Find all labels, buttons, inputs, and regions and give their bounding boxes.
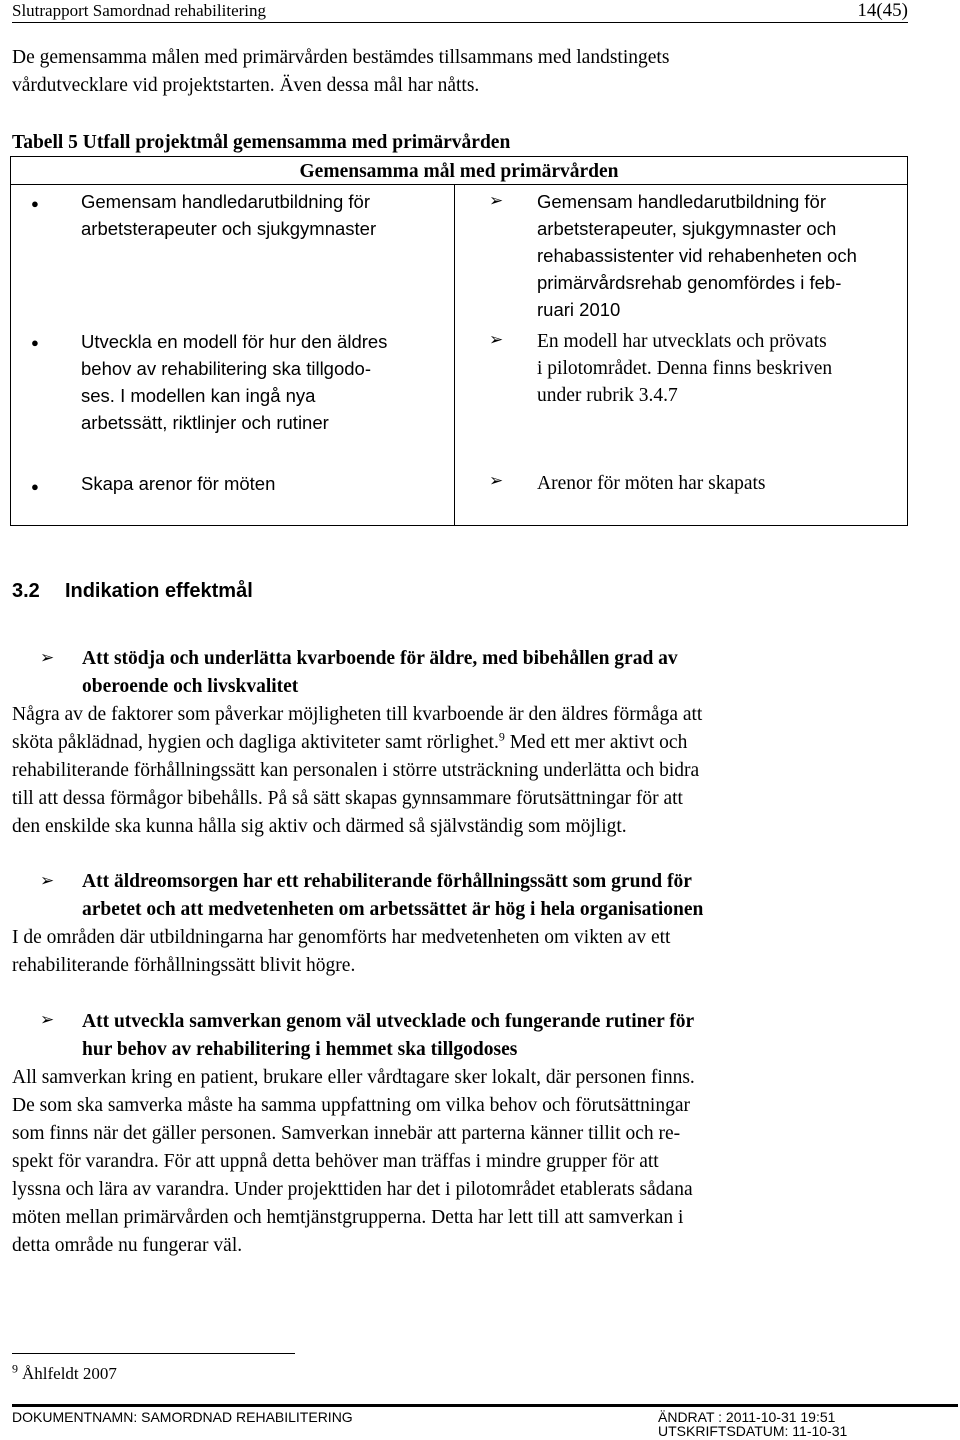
table-caption: Tabell 5 Utfall projektmål gemensamma med primärvården: [12, 132, 511, 153]
table-row-1-outcome: Gemensam handledarutbildning för arbetsterapeuter, sjukgymnaster och rehabassistenter vid rehabenheten och primärvårdsrehab genomfördes i feb- ruari 2010: [537, 191, 857, 320]
table-row-2-goal: Utveckla en modell för hur den äldres behov av rehabilitering ska tillgodo- ses. I modellen kan ingå nya arbetssätt, riktlinjer och rutiner: [81, 331, 388, 433]
arrow-icon: ➢: [489, 330, 504, 350]
page-header: [12, 0, 908, 23]
table-header: Gemensamma mål med primärvården: [11, 157, 907, 185]
bullet-icon: ●: [31, 196, 39, 211]
goal-2-body: I de områden där utbildningarna har genomförts har medvetenheten om vikten av ett rehabiliterande förhållningssätt blivit högre.: [12, 927, 671, 976]
table-row-2-outcome: En modell har utvecklats och prövats i pilotområdet. Denna finns beskriven under rubrik 3.4.7: [537, 331, 833, 406]
table-row-1-goal: Gemensam handledarutbildning för arbetsterapeuter och sjukgymnaster: [81, 191, 377, 239]
table-row-3-goal: Skapa arenor för möten: [81, 473, 276, 494]
arrow-icon: ➢: [40, 871, 55, 891]
table-row-3-outcome: Arenor för möten har skapats: [537, 473, 766, 494]
arrow-icon: ➢: [40, 648, 55, 668]
footnote-separator: [12, 1353, 295, 1354]
goal-3-title: Att utveckla samverkan genom väl utvecklade och fungerande rutiner för hur behov av rehabilitering i hemmet ska tillgodoses: [82, 1011, 695, 1060]
bullet-icon: ●: [31, 479, 39, 494]
footer-changed: ÄNDRAT : 2011-10-31 19:51: [658, 1409, 836, 1425]
goal-3-body: All samverkan kring en patient, brukare eller vårdtagare sker lokalt, där personen finns. De som ska samverka måste ha samma uppfattning om vilka behov och förutsättningar som finns när det gäller personen. Samverkan innebär att parterna känner tillit och re- spekt för varandra. För att uppnå detta behöver man träffas i mindre grupper för att lyssna och lära av varandra. Under projekttiden har det i pilotområdet etablerats sådana möten mellan primärvården och hemtjänstgrupperna. Detta har lett till att samverkan i detta område nu fungerar väl.: [12, 1067, 695, 1256]
arrow-icon: ➢: [40, 1010, 55, 1030]
footnote-ref: 9: [498, 729, 505, 744]
intro-paragraph: De gemensamma målen med primärvården bestämdes tillsammans med landstingets vårdutvecklare vid projektstarten. Även dessa mål har nåtts.: [12, 47, 670, 96]
page-number: 14(45): [857, 0, 908, 21]
arrow-icon: ➢: [489, 191, 504, 211]
goal-2-title: Att äldreomsorgen har ett rehabiliterande förhållningssätt som grund för arbetet och att medvetenheten om arbetssättet är hög i hela organisationen: [82, 871, 704, 920]
goal-1-title: Att stödja och underlätta kvarboende för äldre, med bibehållen grad av oberoende och livskvalitet: [82, 648, 678, 697]
arrow-icon: ➢: [489, 471, 504, 491]
footer-printed: UTSKRIFTSDATUM: 11-10-31: [658, 1423, 848, 1439]
section-heading: 3.2 Indikation effektmål: [12, 580, 253, 602]
footer-rule: [12, 1404, 958, 1407]
bullet-icon: ●: [31, 335, 39, 350]
footnote: $^9$ Åhlfeldt 2007: [12, 1361, 117, 1383]
report-title: Slutrapport Samordnad rehabilitering: [12, 1, 266, 20]
column-divider: [454, 184, 455, 525]
footer-docname: DOKUMENTNAMN: SAMORDNAD REHABILITERING: [12, 1409, 353, 1425]
goal-1-body: Några av de faktorer som påverkar möjligheten till kvarboende är den äldres förmåga att sköta påklädnad, hygien och dagliga aktiviteter samt rörlighet.$^9$ Med ett mer aktivt och rehabiliterande förhållningssätt kan personalen i större utsträckning underlätta och bidra till att dessa förmågor bibehålls. På så sätt skapas gynnsammare förutsättningar för att den enskilde ska kunna hålla sig aktiv och därmed så självständig som möjligt.: [12, 704, 703, 837]
goals-table: [10, 156, 908, 526]
